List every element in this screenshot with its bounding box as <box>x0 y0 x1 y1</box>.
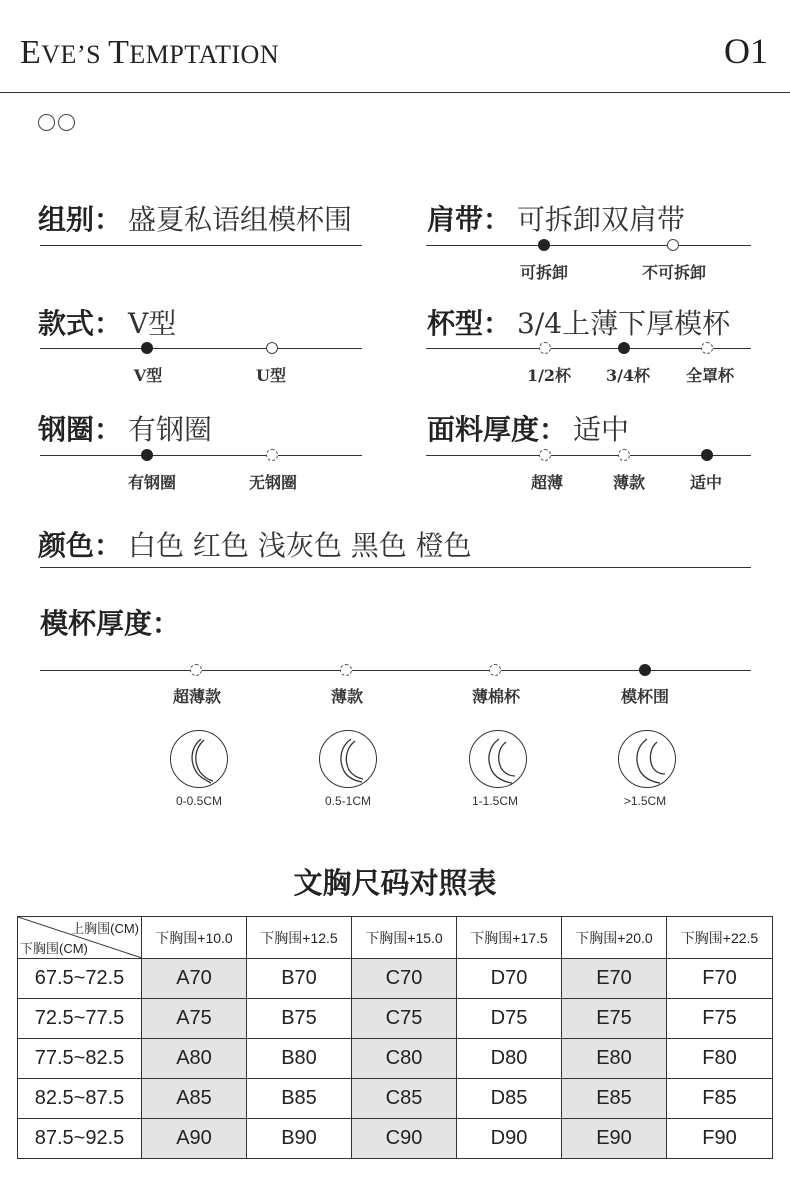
row-range: 67.5~72.5 <box>18 959 142 999</box>
size-cell: C90 <box>352 1119 457 1159</box>
cup-option-knob <box>618 342 630 354</box>
size-cell: B70 <box>247 959 352 999</box>
style-option-knob <box>266 342 278 354</box>
row-range: 82.5~87.5 <box>18 1079 142 1119</box>
spec-value: V型 <box>128 307 177 340</box>
table-corner-cell <box>18 917 142 959</box>
column-header: 下胸围+10.0 <box>142 917 247 959</box>
table-row <box>18 1039 773 1079</box>
wire-option-label: 有钢圈 <box>127 473 177 492</box>
size-cell: A85 <box>142 1079 247 1119</box>
spec-label: 颜色： <box>38 529 123 562</box>
strap-option-label: 不可拆卸 <box>641 263 707 282</box>
fabric-option-label: 超薄 <box>530 473 564 492</box>
table-row <box>18 999 773 1039</box>
thickness-option-label: 薄棉杯 <box>471 687 521 706</box>
column-header: 下胸围+15.0 <box>352 917 457 959</box>
spec-value: 白色 红色 浅灰色 黑色 橙色 <box>128 529 472 562</box>
spec-value: 3/4上薄下厚模杯 <box>517 307 731 340</box>
size-cell: A70 <box>142 959 247 999</box>
fabric-option-knob <box>701 449 713 461</box>
thickness-option-knob <box>639 664 651 676</box>
column-header: 下胸围+20.0 <box>562 917 667 959</box>
style-option-knob <box>141 342 153 354</box>
size-cell: B90 <box>247 1119 352 1159</box>
thickness-title: 模杯厚度： <box>40 607 181 640</box>
thickness-range: 1-1.5CM <box>471 794 519 808</box>
strap-scale-line <box>426 245 751 246</box>
size-cell: E90 <box>562 1119 667 1159</box>
size-cell: A80 <box>142 1039 247 1079</box>
decorative-circles <box>38 114 78 135</box>
spec-label: 肩带： <box>427 203 512 236</box>
style-option-label: U型 <box>256 366 286 385</box>
table-row <box>18 1079 773 1119</box>
thickness-option-knob <box>340 664 352 676</box>
size-cell: F90 <box>667 1119 773 1159</box>
size-cell: C80 <box>352 1039 457 1079</box>
size-cell: E85 <box>562 1079 667 1119</box>
thickness-option-knob <box>489 664 501 676</box>
fabric-option-label: 适中 <box>689 473 723 492</box>
spec-fabric <box>427 408 629 448</box>
cup-option-knob <box>701 342 713 354</box>
size-cell: D75 <box>457 999 562 1039</box>
wire-scale-line <box>40 455 362 456</box>
spec-style <box>38 302 176 342</box>
thickness-option-label: 模杯围 <box>620 687 670 706</box>
spec-value: 盛夏私语组模杯围 <box>128 203 353 236</box>
spec-wire <box>38 408 212 448</box>
size-cell: E75 <box>562 999 667 1039</box>
size-cell: B85 <box>247 1079 352 1119</box>
cup-profile-molded-icon <box>618 730 676 788</box>
fabric-option-knob <box>618 449 630 461</box>
spec-strap <box>427 198 685 238</box>
page-header <box>0 0 790 93</box>
corner-bottom-label: 下胸围(CM) <box>20 941 88 956</box>
thickness-option-label: 薄款 <box>330 687 364 706</box>
spec-label: 面料厚度： <box>427 413 568 446</box>
cup-profile-thin-icon <box>170 730 228 788</box>
style-scale-line <box>40 348 362 349</box>
fabric-option-knob <box>539 449 551 461</box>
cup-option-label: 1/2杯 <box>526 366 572 385</box>
spec-value: 适中 <box>573 413 630 446</box>
divider <box>40 567 751 568</box>
strap-option-knob <box>538 239 550 251</box>
spec-label: 杯型： <box>427 307 512 340</box>
size-cell: F85 <box>667 1079 773 1119</box>
size-cell: D70 <box>457 959 562 999</box>
size-table-title: 文胸尺码对照表 <box>293 866 497 900</box>
spec-cup <box>427 302 730 342</box>
wire-option-knob <box>266 449 278 461</box>
size-cell: C70 <box>352 959 457 999</box>
column-header: 下胸围+17.5 <box>457 917 562 959</box>
size-cell: D90 <box>457 1119 562 1159</box>
spec-label: 款式： <box>38 307 123 340</box>
cup-profile-padded-icon <box>469 730 527 788</box>
size-cell: D80 <box>457 1039 562 1079</box>
spec-label: 钢圈： <box>38 413 123 446</box>
cup-option-label: 全罩杯 <box>685 366 735 385</box>
row-range: 77.5~82.5 <box>18 1039 142 1079</box>
size-cell: A90 <box>142 1119 247 1159</box>
cup-profile-medium-icon <box>319 730 377 788</box>
table-row <box>18 1119 773 1159</box>
page-number: O1 <box>724 31 768 71</box>
divider <box>40 245 362 246</box>
table-header-row <box>18 917 773 959</box>
size-cell: F80 <box>667 1039 773 1079</box>
size-cell: F70 <box>667 959 773 999</box>
size-cell: C85 <box>352 1079 457 1119</box>
row-range: 72.5~77.5 <box>18 999 142 1039</box>
thickness-option-label: 超薄款 <box>172 687 222 706</box>
size-cell: B80 <box>247 1039 352 1079</box>
strap-option-label: 可拆卸 <box>519 263 569 282</box>
fabric-option-label: 薄款 <box>612 473 646 492</box>
table-row <box>18 959 773 999</box>
wire-option-knob <box>141 449 153 461</box>
spec-value: 可拆卸双肩带 <box>517 203 686 236</box>
corner-top-label: 上胸围(CM) <box>71 921 139 936</box>
row-range: 87.5~92.5 <box>18 1119 142 1159</box>
size-cell: E70 <box>562 959 667 999</box>
strap-option-knob <box>667 239 679 251</box>
circle-icon <box>38 114 55 131</box>
size-cell: A75 <box>142 999 247 1039</box>
size-cell: B75 <box>247 999 352 1039</box>
spec-value: 有钢圈 <box>128 413 213 446</box>
brand-logo: EVE’S TEMPTATION <box>20 34 280 71</box>
cup-option-label: 3/4杯 <box>605 366 651 385</box>
column-header: 下胸围+22.5 <box>667 917 773 959</box>
style-option-label: V型 <box>133 366 163 385</box>
spec-color <box>38 524 472 564</box>
size-cell: E80 <box>562 1039 667 1079</box>
spec-label: 组别： <box>38 203 123 236</box>
thickness-range: >1.5CM <box>623 794 667 808</box>
cup-option-knob <box>539 342 551 354</box>
circle-icon <box>58 114 75 131</box>
thickness-range: 0.5-1CM <box>324 794 372 808</box>
spec-group <box>38 198 352 238</box>
column-header: 下胸围+12.5 <box>247 917 352 959</box>
size-cell: D85 <box>457 1079 562 1119</box>
size-chart-table <box>17 916 773 1159</box>
size-cell: F75 <box>667 999 773 1039</box>
size-cell: C75 <box>352 999 457 1039</box>
thickness-option-knob <box>190 664 202 676</box>
thickness-range: 0-0.5CM <box>175 794 223 808</box>
wire-option-label: 无钢圈 <box>248 473 298 492</box>
